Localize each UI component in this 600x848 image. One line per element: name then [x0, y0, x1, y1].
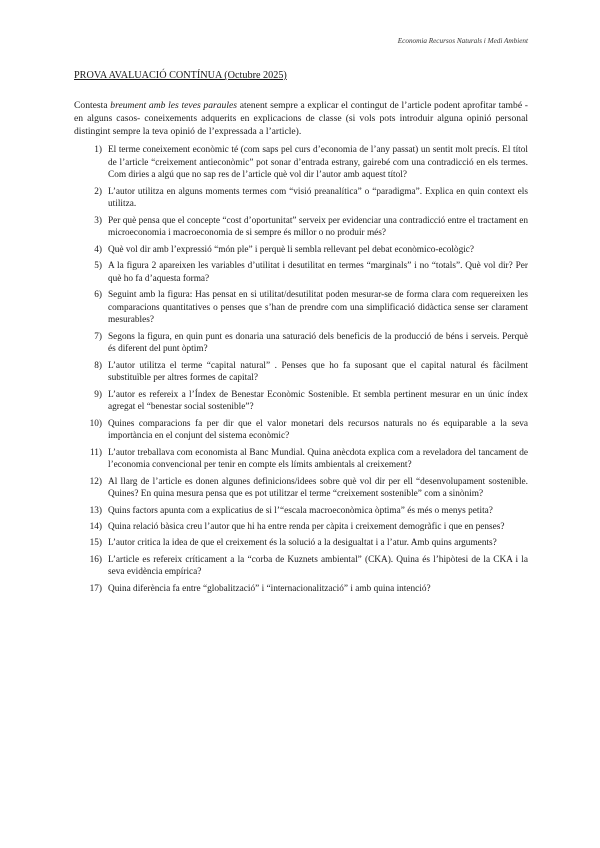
question-item — [74, 186, 528, 211]
question-item — [74, 521, 528, 534]
question-number: 6) — [94, 290, 102, 300]
question-item — [74, 537, 528, 550]
question-number: 13) — [89, 505, 102, 516]
question-item — [74, 389, 528, 414]
question-number: 4) — [94, 244, 102, 255]
question-number: 15) — [89, 538, 102, 549]
question-item — [74, 144, 528, 182]
question-text: Quines comparacions fa per dir que el valor monetari dels recursos naturals no és equiparable a la seva importància en el conjunt del sistema econòmic? — [108, 418, 528, 442]
intro-lead: Contesta — [74, 100, 111, 111]
question-text: El terme coneixement econòmic té (com saps pel curs d’economia de l’any passat) un sentit molt precís. El títol de l’article “creixement antieconòmic” pot sonar d’entrada estrany, gairebé com una contradicció en els termes. Com diries a algú que no sap res de l’article què vol dir l’autor amb aquest títol? — [108, 145, 528, 181]
question-text: Quina diferència fa entre “globalització” i “internacionalització” i amb quina intenció? — [108, 583, 431, 594]
question-item — [74, 583, 528, 596]
question-number: 14) — [89, 522, 102, 532]
running-header: Economia Recursos Naturals i Medi Ambient — [397, 37, 528, 45]
question-number: 9) — [94, 389, 102, 400]
question-text: Al llarg de l’article es donen algunes definicions/idees sobre què vol dir per ell “desenvolupament sostenible. Quines? En quina mesura pensa que es pot utilitzar el terme “creixement sostenible” com a sinònim? — [108, 476, 528, 500]
question-item — [74, 244, 528, 257]
question-item — [74, 260, 528, 285]
question-text: L’autor critica la idea de que el creixement és la solució a la desigualtat i a l’atur. Amb quins arguments? — [108, 538, 497, 549]
question-item — [74, 331, 528, 356]
question-item — [74, 447, 528, 472]
page-title: PROVA AVALUACIÓ CONTÍNUA (Octubre 2025) — [74, 70, 287, 81]
question-text: L’article es refereix críticament a la “corba de Kuznets ambiental” (CKA). Quina és l’hipòtesi de la CKA i la seva evidència empírica? — [108, 554, 528, 578]
question-text: L’autor treballava com economista al Banc Mundial. Quina anècdota explica com a reveladora del tancament de l’economia convencional per tenir en compte els límits ambientals al creixement? — [108, 447, 528, 471]
question-text: L’autor utilitza en alguns moments termes com “visió preanalítica” o “paradigma”. Explica en quin context els utilitza. — [108, 186, 528, 210]
question-number: 8) — [94, 360, 102, 371]
question-item — [74, 505, 528, 518]
question-text: L’autor es refereix a l’Índex de Benestar Econòmic Sostenible. Et sembla pertinent mesurar en un únic índex agregat el “benestar social sostenible”? — [108, 389, 528, 413]
question-text: Quins factors apunta com a explicatius de si l’“escala macroeconòmica òptima” és més o menys petita? — [108, 505, 493, 516]
question-text: Segons la figura, en quin punt es donaria una saturació dels beneficis de la producció de béns i serveis. Perquè és diferent del punt òptim? — [108, 331, 528, 355]
question-item — [74, 554, 528, 579]
question-number: 3) — [94, 215, 102, 226]
question-text: L’autor utilitza el terme “capital natural” . Penses que ho fa suposant que el capital natural és fàcilment substituïble per altres formes de capital? — [108, 360, 528, 384]
question-text: Per què pensa que el concepte “cost d’oportunitat” serveix per evidenciar una contradicció entre el tractament en microeconomia i macroeconomia de si sempre és millor o no produir més? — [108, 215, 528, 239]
question-number: 1) — [94, 145, 102, 155]
question-number: 10) — [89, 418, 102, 429]
question-number: 17) — [89, 583, 102, 594]
question-number: 5) — [94, 261, 102, 271]
question-number: 11) — [89, 447, 102, 458]
question-text: A la figura 2 apareixen les variables d’utilitat i desutilitat en termes “marginals” i no “totals”. Què vol dir? Per què ho fa d’aquesta forma? — [108, 261, 528, 284]
question-list — [74, 144, 528, 599]
question-item — [74, 418, 528, 443]
intro-emphasis: breument amb les teves paraules — [110, 100, 237, 111]
question-item — [74, 215, 528, 240]
question-item — [74, 476, 528, 501]
question-number: 2) — [94, 186, 102, 197]
question-item — [74, 360, 528, 385]
question-text: Quina relació bàsica creu l’autor que hi ha entre renda per càpita i creixement demogràfic i que en penses? — [108, 522, 505, 532]
instructions-paragraph — [74, 99, 528, 139]
question-number: 16) — [89, 554, 102, 565]
intro-rest: atenent sempre a explicar el contingut de l’article podent aprofitar també -en alguns casos- coneixements adquerits en explicacions de classe (si vols pots introduir alguna opinió personal distingint sempre la teva opinió de l’expressada a l’article). — [74, 100, 528, 138]
question-number: 7) — [94, 331, 102, 342]
question-text: Què vol dir amb l’expressió “món ple” i perquè li sembla rellevant pel debat econòmico-ecològic? — [108, 244, 475, 255]
question-text: Seguint amb la figura: Has pensat en si utilitat/desutilitat poden mesurar-se de forma clara com requereixen les comparacions quantitatives o penses que s’han de prendre com una simplificació didàctica sense ser clarament mesurables? — [108, 290, 528, 326]
question-item — [74, 289, 528, 327]
question-number: 12) — [89, 476, 102, 487]
